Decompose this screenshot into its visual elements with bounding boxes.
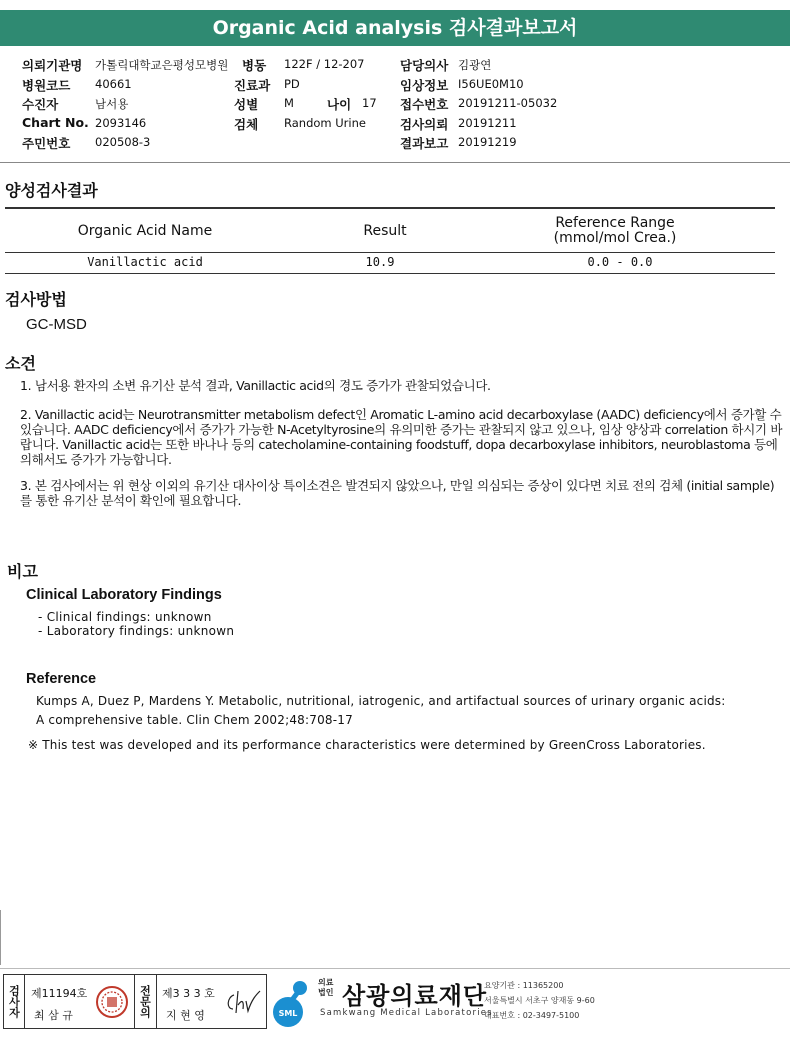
col-header-result: Result xyxy=(363,222,407,239)
footer-divider xyxy=(0,968,790,969)
age-label: 나이 xyxy=(327,97,352,112)
specialist-name: 지 현 영 xyxy=(166,1009,205,1022)
specialist-label: 전문의 xyxy=(138,985,152,1018)
clinical-info-label: 임상정보 xyxy=(400,78,449,93)
specialist-license: 제3 3 3 호 xyxy=(162,987,215,1000)
opinion-paragraph-1: 1. 남서용 환자의 소변 유기산 분석 결과, Vanillactic acid의 경도 증가가 관찰되었습니다. xyxy=(20,378,491,393)
request-label: 검사의뢰 xyxy=(400,117,449,132)
table-bottom-rule xyxy=(5,273,775,274)
sex-label: 성별 xyxy=(234,97,259,112)
method-title: 검사방법 xyxy=(5,290,67,309)
reference-line-1: Kumps A, Duez P, Mardens Y. Metabolic, nutritional, iatrogenic, and artifactual sources of urinary organic acids: xyxy=(36,694,726,708)
patient-value: 남서용 xyxy=(95,97,129,111)
inspector-label: 검사자 xyxy=(7,985,21,1018)
clinical-findings-line: - Clinical findings: unknown xyxy=(38,610,212,624)
table-cell-result: 10.9 xyxy=(365,255,395,269)
table-top-rule xyxy=(5,207,775,209)
official-seal-icon xyxy=(95,985,129,1019)
receipt-label: 접수번호 xyxy=(400,97,449,112)
clinical-info-value: I56UE0M10 xyxy=(458,77,524,91)
org-english-name: Samkwang Medical Laboratories xyxy=(320,1008,493,1018)
col-header-range xyxy=(505,215,725,247)
remarks-title: 비고 xyxy=(7,562,38,581)
hospital-code-label: 병원코드 xyxy=(22,78,71,93)
resident-label: 주민번호 xyxy=(22,136,71,151)
table-header-rule xyxy=(5,252,775,253)
col-header-range-line2: (mmol/mol Crea.) xyxy=(553,230,677,246)
chart-value: 2093146 xyxy=(95,116,147,130)
header-divider xyxy=(0,162,790,163)
specimen-value: Random Urine xyxy=(284,116,366,130)
sml-logo-icon xyxy=(270,978,316,1028)
report-value: 20191219 xyxy=(458,135,517,149)
institution-value: 가톨릭대학교은평성모병원 xyxy=(95,58,229,72)
clinical-findings-title: Clinical Laboratory Findings xyxy=(26,587,222,603)
table-cell-name: Vanillactic acid xyxy=(87,255,203,269)
inspector-license: 제11194호 xyxy=(31,987,88,1000)
page-edge-mark xyxy=(0,910,1,965)
inspector-name: 최 삼 규 xyxy=(34,1009,73,1022)
patient-info xyxy=(22,56,782,156)
opinion-title: 소견 xyxy=(5,354,36,373)
report-title: Organic Acid analysis 검사결과보고서 xyxy=(0,10,790,46)
reference-title: Reference xyxy=(26,671,97,687)
signature-box xyxy=(3,974,267,1029)
opinion-paragraph-3: 3. 본 검사에서는 위 현상 이외의 유기산 대사이상 특이소견은 발견되지 않았으나, 만일 의심되는 증상이 있다면 치료 전의 검체 (initial sample)를 통한 유기산 분석이 확인에 필요합니다. xyxy=(20,478,775,508)
lab-logo-area xyxy=(270,974,790,1034)
physician-label: 담당의사 xyxy=(400,58,449,73)
table-cell-range: 0.0 - 0.0 xyxy=(587,255,653,269)
disclaimer: ※ This test was developed and its performance characteristics were determined by GreenCross Laboratories. xyxy=(28,738,706,752)
org-type: 의료법인 xyxy=(318,978,334,997)
specimen-label: 검체 xyxy=(234,117,259,132)
receipt-value: 20191211-05032 xyxy=(458,96,558,110)
col-header-range-line1: Reference Range xyxy=(555,215,675,232)
reference-line-2: A comprehensive table. Clin Chem 2002;48:708-17 xyxy=(36,713,353,727)
chart-label: Chart No. xyxy=(22,115,89,130)
sig-separator xyxy=(24,975,25,1028)
ward-label: 병동 xyxy=(242,58,267,73)
report-label: 결과보고 xyxy=(400,136,449,151)
positive-results-title: 양성검사결과 xyxy=(5,181,98,200)
physician-value: 김광연 xyxy=(458,58,492,72)
sig-separator xyxy=(156,975,157,1028)
ward-value: 122F / 12-207 xyxy=(284,57,365,71)
hospital-code-value: 40661 xyxy=(95,77,132,91)
institution-label: 의뢰기관명 xyxy=(22,58,83,73)
method-value: GC-MSD xyxy=(26,316,87,333)
signature-icon xyxy=(224,987,262,1017)
org-phone: 대표번호 : 02-3497-5100 xyxy=(484,1011,580,1020)
opinion-paragraph-2: 2. Vanillactic acid는 Neurotransmitter metabolism defect인 Aromatic L-amino acid decarboxylase (AADC) deficiency에서 증가할 수 있습니다. AADC deficiency에서 증가가 가능한 N-Acetyltyrosine의 유의미한 증가는 관찰되지 않고 있으나, 임상 양상과 correlation 하시기 바랍니다. Vanillactic acid는 또한 바나나 등의 catecholamine-containing foodstuff, dopa decarboxylase inhibitors, neuroblastoma 등에 의해서도 증가가 가능합니다. xyxy=(20,407,783,467)
lab-findings-line: - Laboratory findings: unknown xyxy=(38,624,235,638)
logo-text: SML xyxy=(278,1009,298,1018)
org-address: 서울특별시 서초구 양재동 9-60 xyxy=(484,996,595,1005)
resident-value: 020508-3 xyxy=(95,135,151,149)
org-code: 요양기관 : 11365200 xyxy=(484,981,564,990)
col-header-name: Organic Acid Name xyxy=(77,222,213,239)
age-value: 17 xyxy=(362,96,377,110)
request-value: 20191211 xyxy=(458,116,517,130)
org-name: 삼광의료재단 xyxy=(342,982,488,1010)
dept-label: 진료과 xyxy=(234,78,271,93)
patient-label: 수진자 xyxy=(22,97,59,112)
dept-value: PD xyxy=(284,77,300,91)
sex-value: M xyxy=(284,96,294,110)
